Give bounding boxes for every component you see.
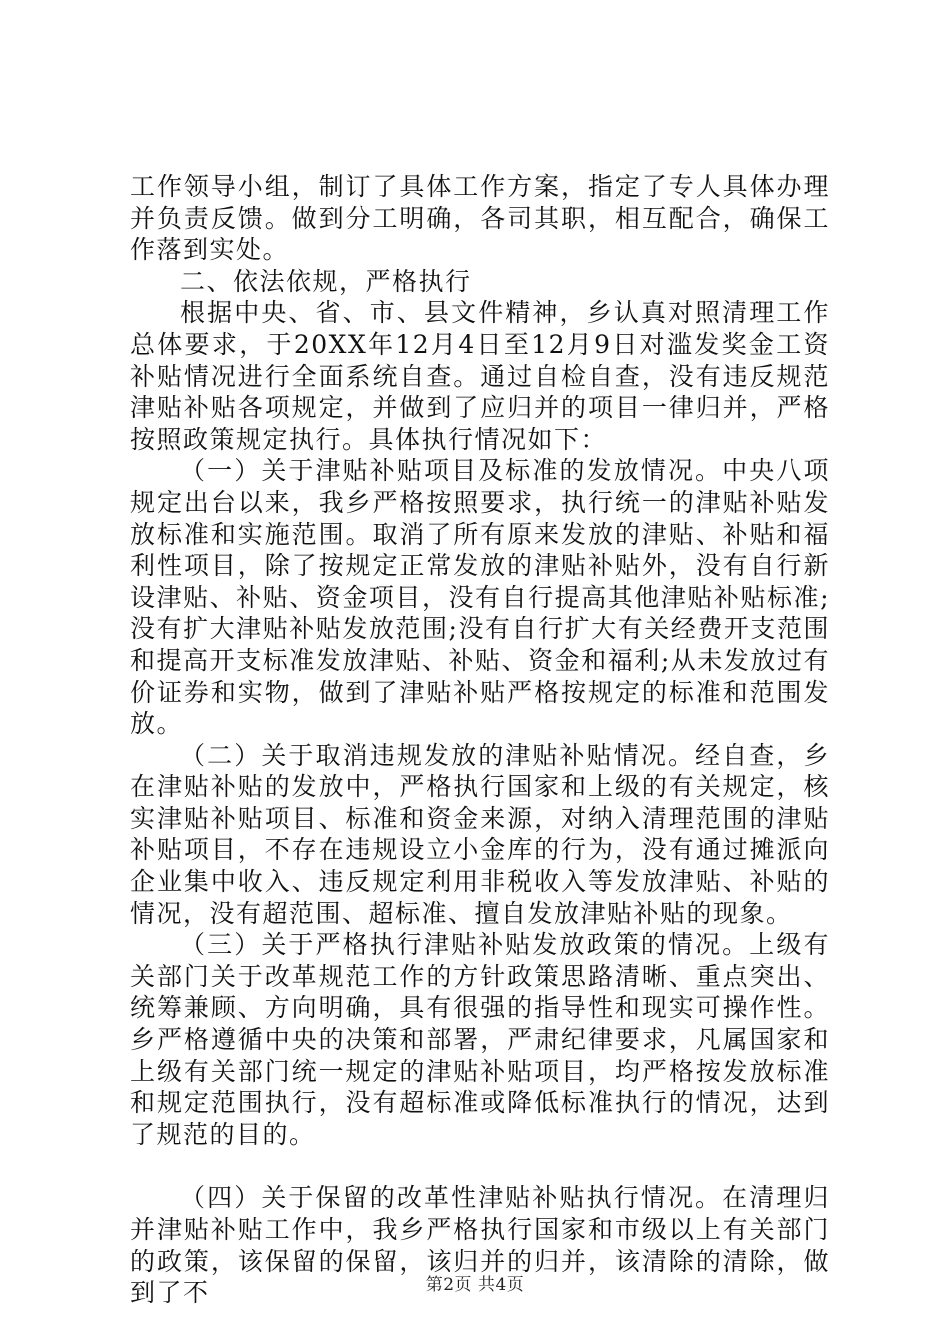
paragraph-item-4: （四）关于保留的改革性津贴补贴执行情况。在清理归并津贴补贴工作中，我乡严格执行国家和市级以上有关部门的政策，该保留的保留，该归并的归并，该清除的清除，做到了不 [130, 1183, 830, 1308]
paragraph-intro: 根据中央、省、市、县文件精神，乡认真对照清理工作总体要求，于20XX年12月4日至12月9日对滥发奖金工资补贴情况进行全面系统自查。通过自检自查，没有违反规范津贴补贴各项规定，并做到了应归并的项目一律归并，严格按照政策规定执行。具体执行情况如下： [130, 298, 830, 454]
paragraph-item-3: （三）关于严格执行津贴补贴发放政策的情况。上级有关部门关于改革规范工作的方针政策思路清晰、重点突出、统筹兼顾、方向明确，具有很强的指导性和现实可操作性。乡严格遵循中央的决策和部署，严肃纪律要求，凡属国家和上级有关部门统一规定的津贴补贴项目，均严格按发放标准和规定范围执行，没有超标准或降低标准执行的情况，达到了规范的目的。 [130, 930, 830, 1149]
paragraph-continuation: 工作领导小组，制订了具体工作方案，指定了专人具体办理并负责反馈。做到分工明确，各司其职，相互配合，确保工作落到实处。 [130, 172, 830, 265]
paragraph-item-1: （一）关于津贴补贴项目及标准的发放情况。中央八项规定出台以来，我乡严格按照要求，执行统一的津贴补贴发放标准和实施范围。取消了所有原来发放的津贴、补贴和福利性项目，除了按规定正常发放的津贴补贴外，没有自行新设津贴、补贴、资金项目，没有自行提高其他津贴补贴标准;没有扩大津贴补贴发放范围;没有自行扩大有关经费开支范围和提高开支标准发放津贴、补贴、资金和福利;从未发放过有价证券和实物，做到了津贴补贴严格按规定的标准和范围发放。 [130, 456, 830, 739]
section-heading: 二、依法依规，严格执行 [180, 266, 472, 296]
paragraph-item-2: （二）关于取消违规发放的津贴补贴情况。经自查，乡在津贴补贴的发放中，严格执行国家和上级的有关规定，核实津贴补贴项目、标准和资金来源，对纳入清理范围的津贴补贴项目，不存在违规设立小金库的行为，没有通过摊派向企业集中收入、违反规定利用非税收入等发放津贴、补贴的情况，没有超范围、超标准、擅自发放津贴补贴的现象。 [130, 740, 830, 928]
document-body [130, 171, 830, 1309]
page-number: 第2页 共4页 [425, 1275, 525, 1295]
page-footer [0, 1274, 950, 1296]
